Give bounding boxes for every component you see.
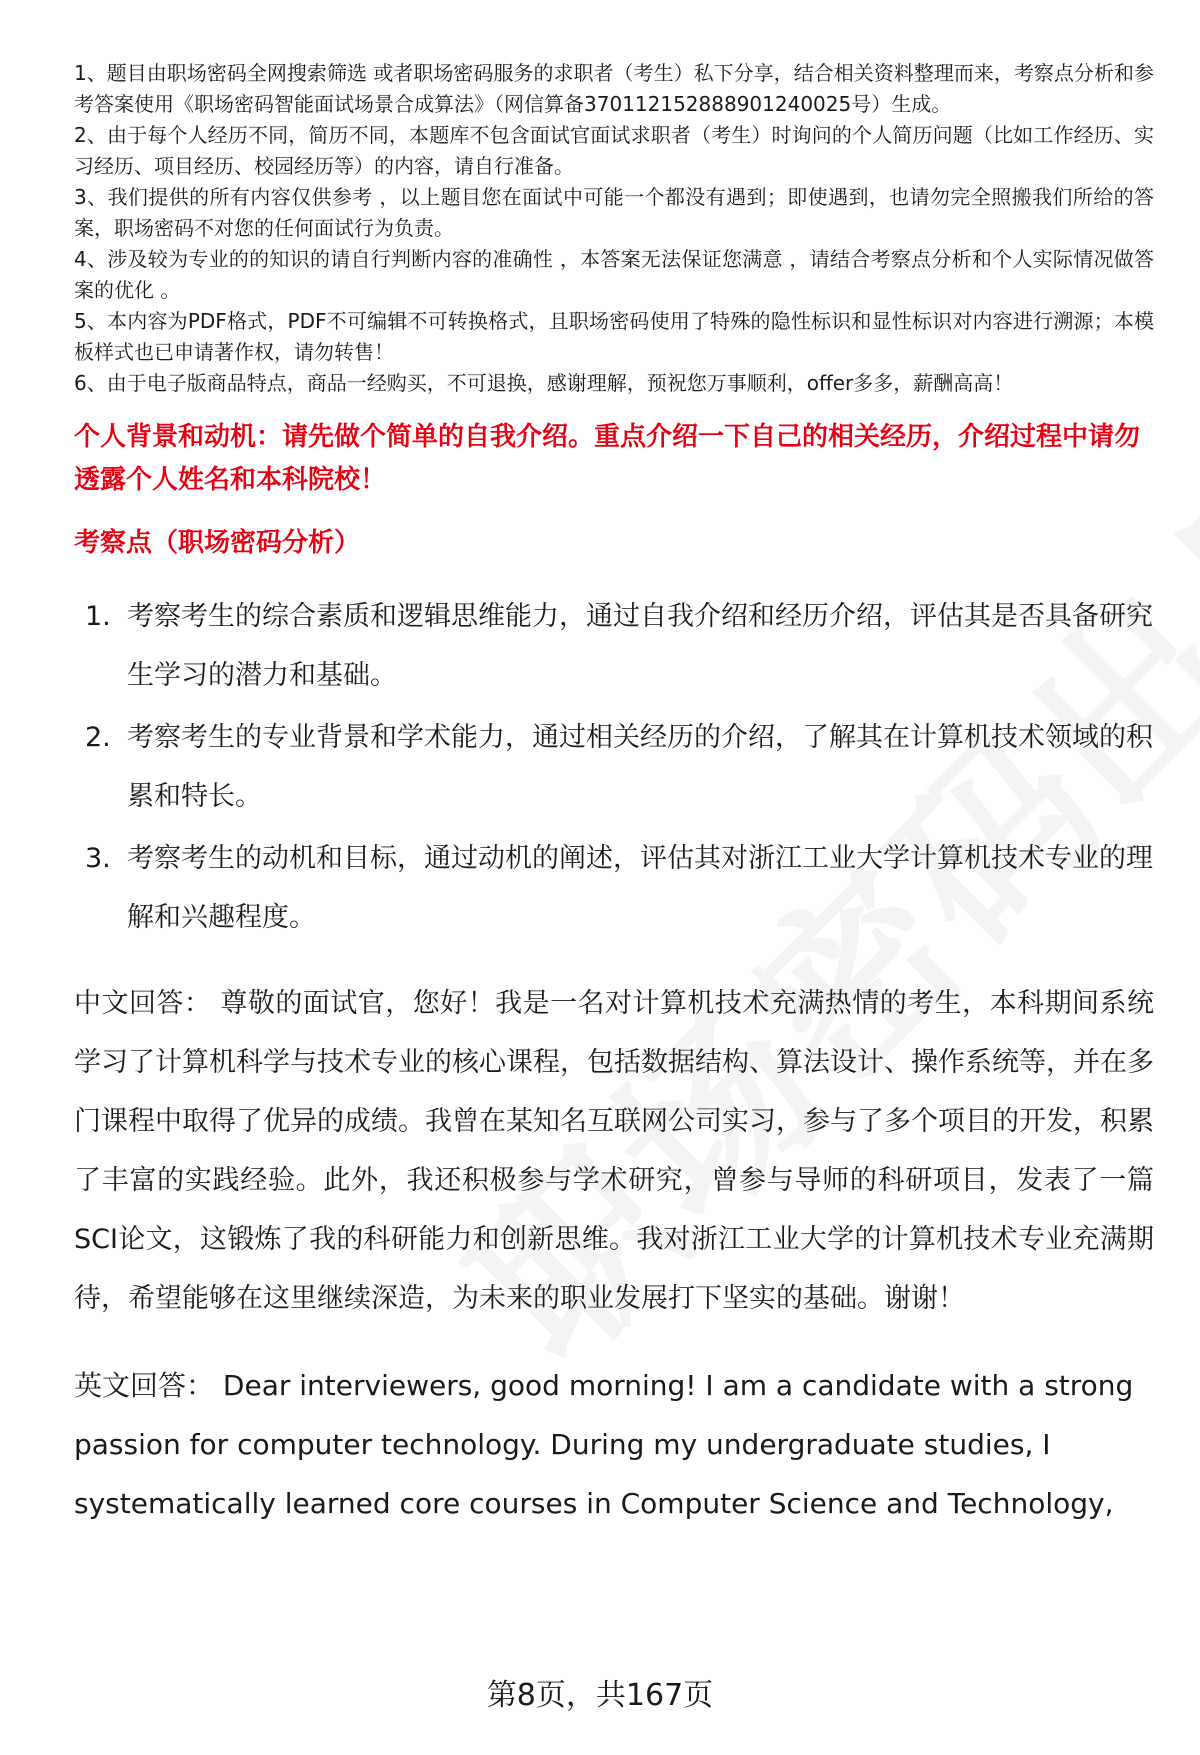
analysis-point (74, 708, 1154, 826)
point-number: 1. (85, 601, 111, 632)
point-text: 考察考生的专业背景和学术能力，通过相关经历的介绍，了解其在计算机技术领域的积累和特长。 (127, 722, 1153, 812)
question-heading: 个人背景和动机：请先做个简单的自我介绍。重点介绍一下自己的相关经历，介绍过程中请勿透露个人姓名和本科院校！ (74, 422, 1141, 495)
note-item: 3、我们提供的所有内容仅供参考 ，以上题目您在面试中可能一个都没有遇到；即使遇到，也请勿完全照搬我们所给的答案，职场密码不对您的任何面试行为负责。 (74, 185, 1154, 240)
analysis-point (74, 587, 1154, 705)
point-number: 3. (85, 843, 111, 874)
english-answer: 英文回答： Dear interviewers, good morning! I am a candidate with a strong passion for computer technology. During my undergraduate studies, I systematically learned core courses in Computer Science and Technology, (74, 1369, 1134, 1520)
note-item: 4、涉及较为专业的的知识的请自行判断内容的准确性 ，本答案无法保证您满意 ，请结合考察点分析和个人实际情况做答案的优化 。 (74, 247, 1154, 302)
analysis-point (74, 829, 1154, 947)
note-item: 5、本内容为PDF格式，PDF不可编辑不可转换格式，且职场密码使用了特殊的隐性标识和显性标识对内容进行溯源；本模板样式也已申请著作权，请勿转售！ (74, 309, 1154, 364)
note-item: 1、题目由职场密码全网搜索筛选 或者职场密码服务的求职者（考生）私下分享，结合相关资料整理而来，考察点分析和参考答案使用《职场密码智能面试场景合成算法》（网信算备370112152888901240025号）生成。 (74, 61, 1154, 116)
disclaimer-notes (74, 58, 1154, 399)
chinese-answer: 中文回答： 尊敬的面试官，您好！我是一名对计算机技术充满热情的考生，本科期间系统学习了计算机科学与技术专业的核心课程，包括数据结构、算法设计、操作系统等，并在多门课程中取得了优异的成绩。我曾在某知名互联网公司实习，参与了多个项目的开发，积累了丰富的实践经验。此外，我还积极参与学术研究，曾参与导师的科研项目，发表了一篇SCI论文，这锻炼了我的科研能力和创新思维。我对浙江工业大学的计算机技术专业充满期待，希望能够在这里继续深造，为未来的职业发展打下坚实的基础。谢谢！ (74, 988, 1154, 1314)
analysis-heading: 考察点（职场密码分析） (74, 528, 361, 558)
note-item: 2、由于每个人经历不同，简历不同，本题库不包含面试官面试求职者（考生）时询问的个人简历问题（比如工作经历、实习经历、项目经历、校园经历等）的内容，请自行准备。 (74, 123, 1154, 178)
page-content (74, 58, 1154, 1533)
analysis-points (74, 587, 1154, 947)
note-item: 6、由于电子版商品特点，商品一经购买，不可退换，感谢理解，预祝您万事顺利，offer多多，薪酬高高！ (74, 371, 1014, 395)
point-text: 考察考生的综合素质和逻辑思维能力，通过自我介绍和经历介绍，评估其是否具备研究生学习的潜力和基础。 (127, 601, 1153, 691)
page-number: 第8页，共167页 (486, 1678, 714, 1713)
point-number: 2. (85, 722, 111, 753)
point-text: 考察考生的动机和目标，通过动机的阐述，评估其对浙江工业大学计算机技术专业的理解和兴趣程度。 (127, 843, 1153, 933)
